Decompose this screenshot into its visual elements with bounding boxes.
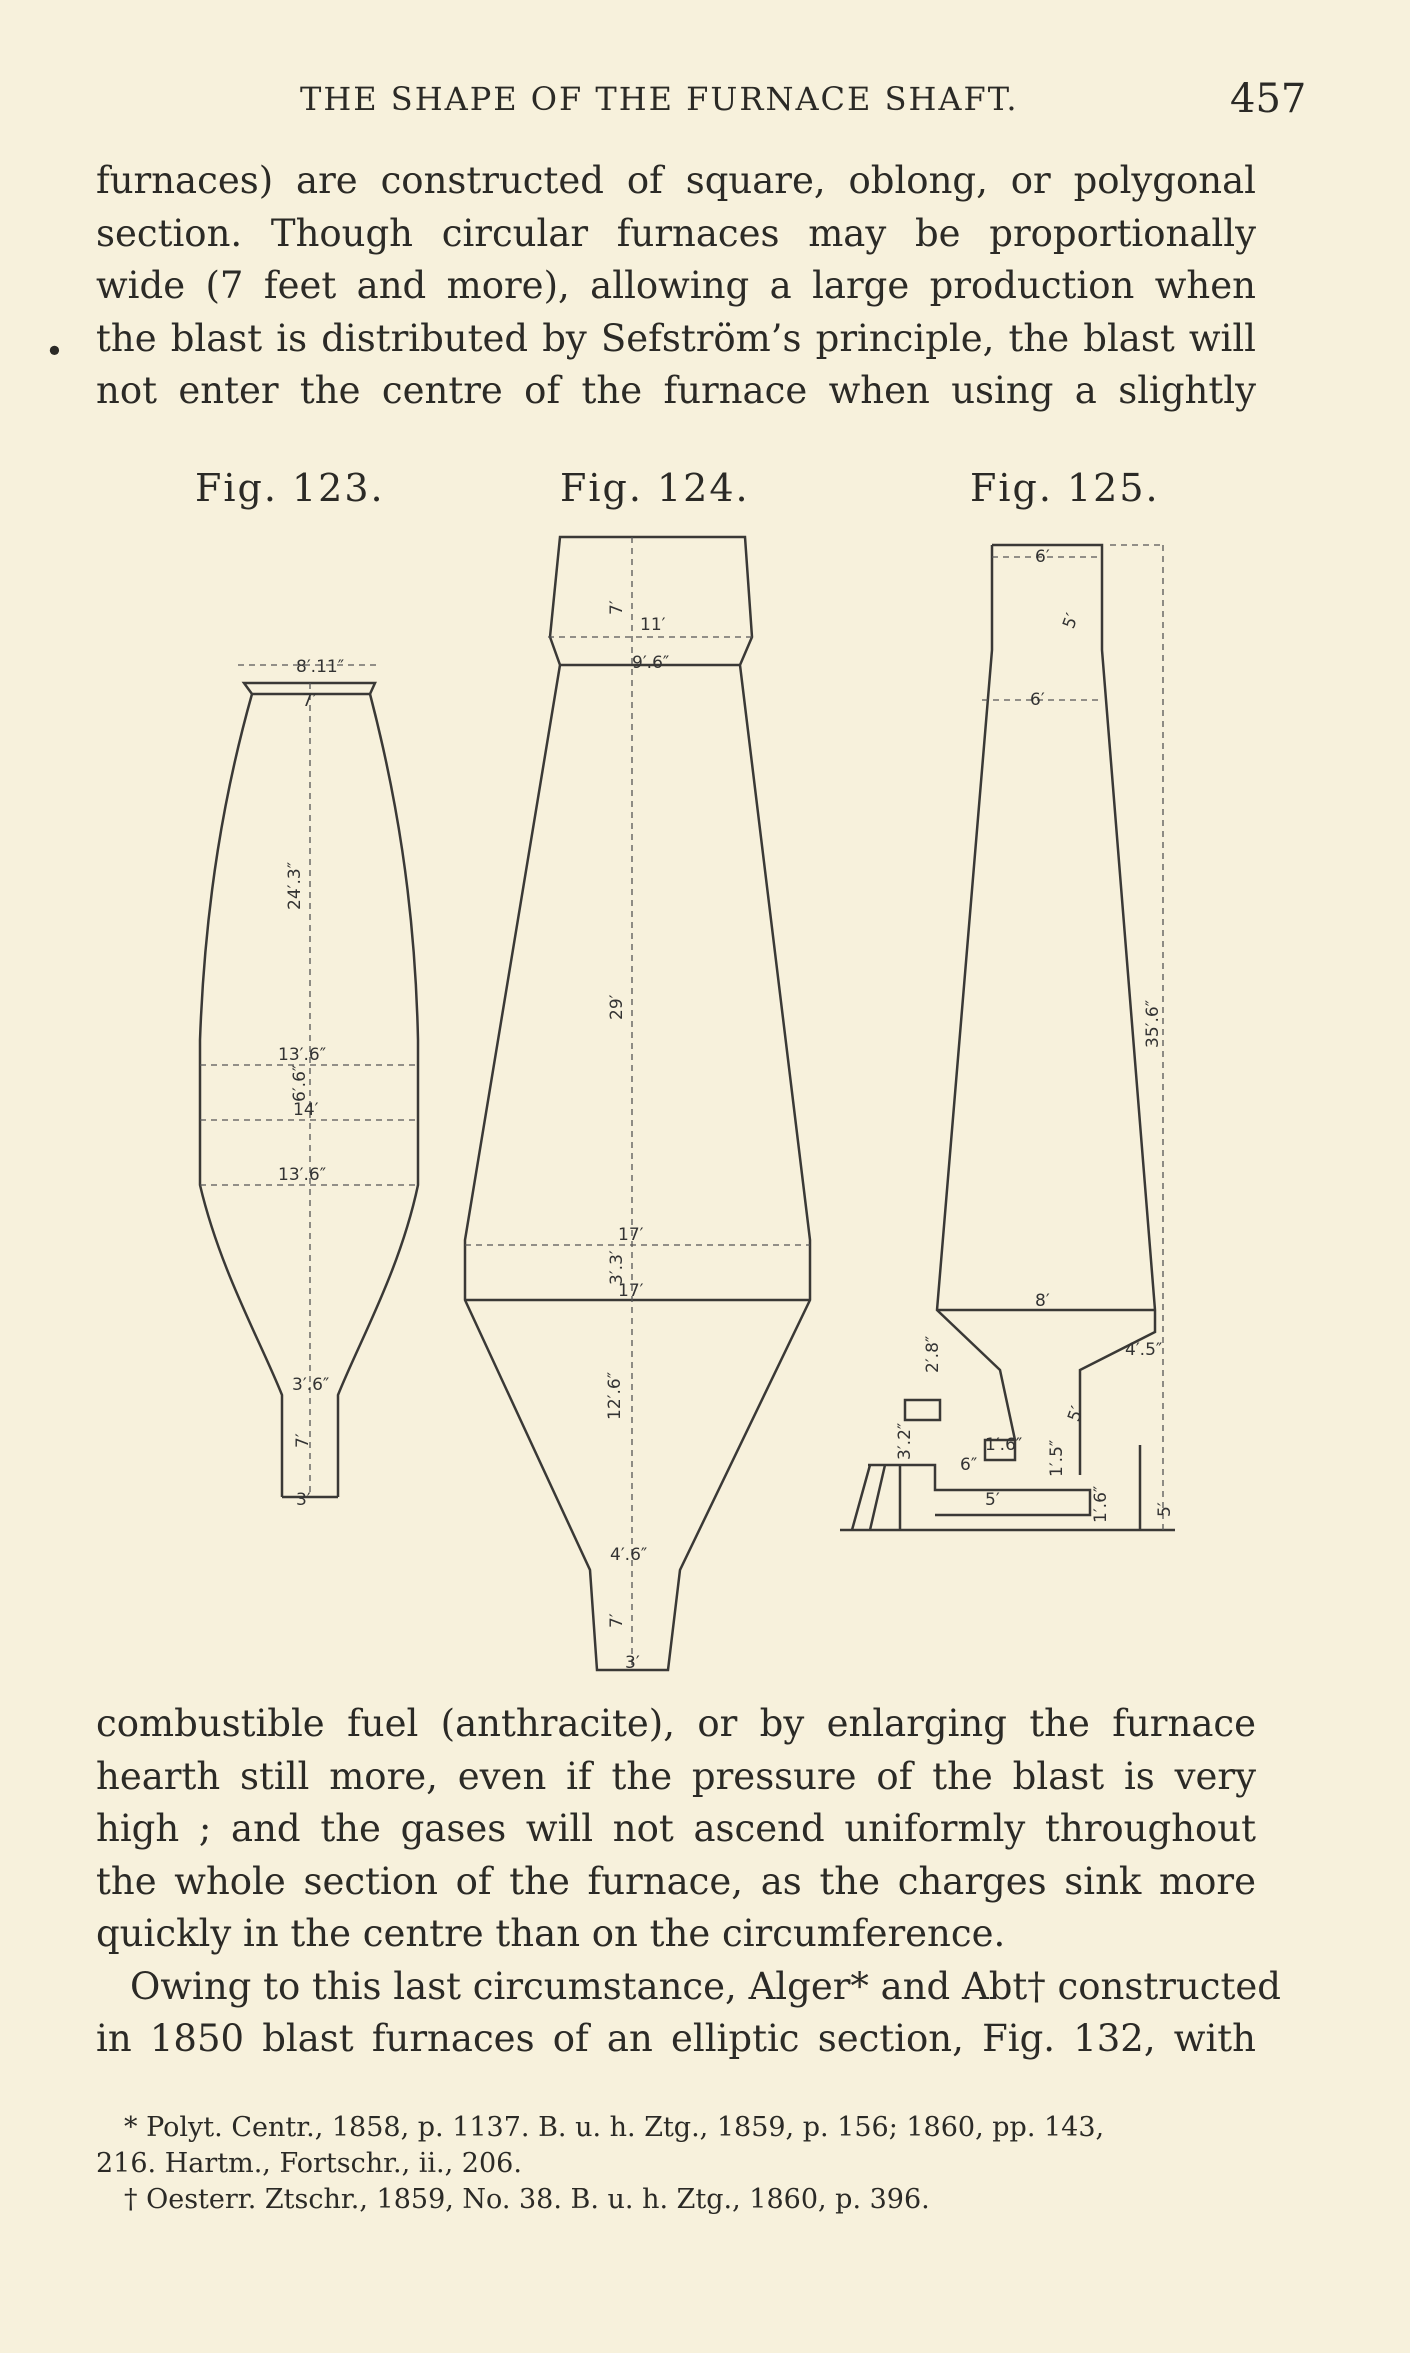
paragraph-top <box>96 155 1256 418</box>
dim-label: 13′.6″ <box>278 1165 327 1185</box>
dim-label: 29′ <box>607 994 627 1020</box>
running-title: THE SHAPE OF THE FURNACE SHAFT. <box>300 80 1019 118</box>
dim-label: 1′.6″ <box>985 1435 1023 1455</box>
paragraph-bottom <box>96 1698 1281 2066</box>
text-line: hearth still more, even if the pressure of the blast is very <box>96 1754 1256 1798</box>
figure-125-drawing <box>840 545 1175 1530</box>
dim-label: 6″ <box>960 1455 978 1475</box>
text-line: Owing to this last circumstance, Alger* and Abt† constructed <box>130 1964 1281 2008</box>
text-line: in 1850 blast furnaces of an elliptic section, Fig. 132, with <box>96 2017 1256 2060</box>
dim-label: 5′ <box>1059 610 1084 632</box>
dim-label: 3′ <box>625 1653 640 1673</box>
dim-label: 4′.6″ <box>610 1545 648 1565</box>
text-line: not enter the centre of the furnace when using a slightly <box>96 369 1256 412</box>
footnote: 216. Hartm., Fortschr., ii., 206. <box>96 2148 522 2179</box>
dim-label: 5′ <box>1155 1502 1175 1517</box>
text-line: wide (7 feet and more), allowing a large production when <box>96 264 1256 307</box>
dim-label: 7′ <box>607 600 627 615</box>
dim-label: 3′.3′ <box>607 1250 627 1285</box>
dim-label: 11′ <box>640 615 666 635</box>
dim-label: 7′ <box>607 1613 627 1628</box>
dim-label: 6′ <box>1030 690 1045 710</box>
footnotes <box>96 2110 1256 2218</box>
dim-label: 17′ <box>618 1225 644 1245</box>
text-line: furnaces) are constructed of square, oblong, or polygonal <box>96 159 1256 202</box>
text-line: combustible fuel (anthracite), or by enlarging the furnace <box>96 1702 1256 1745</box>
text-line: quickly in the centre than on the circumference. <box>96 1912 1006 1955</box>
dim-label: 3′ <box>296 1490 311 1510</box>
dim-label: 14′ <box>293 1100 319 1120</box>
dim-label: 4′.5″ <box>1125 1340 1163 1360</box>
dim-label: 2′.8″ <box>923 1335 943 1373</box>
text-line: section. Though circular furnaces may be proportionally <box>96 211 1256 255</box>
text-line: the blast is distributed by Sefström’s principle, the blast will <box>96 316 1256 360</box>
figure-label-124: Fig. 124. <box>560 466 750 510</box>
dim-label: 3′.2″ <box>895 1422 915 1460</box>
dim-label: 9′.6″ <box>632 653 670 673</box>
footnote: * Polyt. Centr., 1858, p. 1137. B. u. h. Ztg., 1859, p. 156; 1860, pp. 143, <box>124 2112 1105 2143</box>
text-line: high ; and the gases will not ascend uniformly throughout <box>96 1807 1256 1850</box>
dim-label: 1′.6″ <box>1091 1485 1111 1523</box>
furnace-figures <box>0 520 1410 1720</box>
dim-label: 35′.6″ <box>1143 999 1163 1048</box>
figure-label-125: Fig. 125. <box>970 466 1160 510</box>
dim-label: 17′ <box>618 1281 644 1301</box>
dim-label: 3′.6″ <box>292 1375 330 1395</box>
figure-124-drawing <box>465 537 810 1670</box>
dim-label: 7′ <box>302 691 317 711</box>
dim-label: 24′.3″ <box>285 861 305 910</box>
page-number: 457 <box>1230 76 1307 122</box>
margin-mark: • <box>45 332 64 370</box>
dim-label: 7′ <box>293 1433 313 1448</box>
figure-label-123: Fig. 123. <box>195 466 385 510</box>
dim-label: 12′.6″ <box>605 1371 625 1420</box>
dim-label: 8′.11″ <box>296 657 345 677</box>
dim-label: 1′.5″ <box>1047 1439 1067 1477</box>
dim-label: 5′ <box>985 1490 1000 1510</box>
text-line: the whole section of the furnace, as the charges sink more <box>96 1859 1256 1903</box>
dim-label: 6′.6″ <box>290 1064 310 1102</box>
dim-label: 8′ <box>1035 1291 1050 1311</box>
dim-label: 5′ <box>1064 1403 1089 1425</box>
dim-label: 13′.6″ <box>278 1045 327 1065</box>
dim-label: 6′ <box>1035 547 1050 567</box>
footnote: † Oesterr. Ztschr., 1859, No. 38. B. u. h. Ztg., 1860, p. 396. <box>124 2184 930 2215</box>
